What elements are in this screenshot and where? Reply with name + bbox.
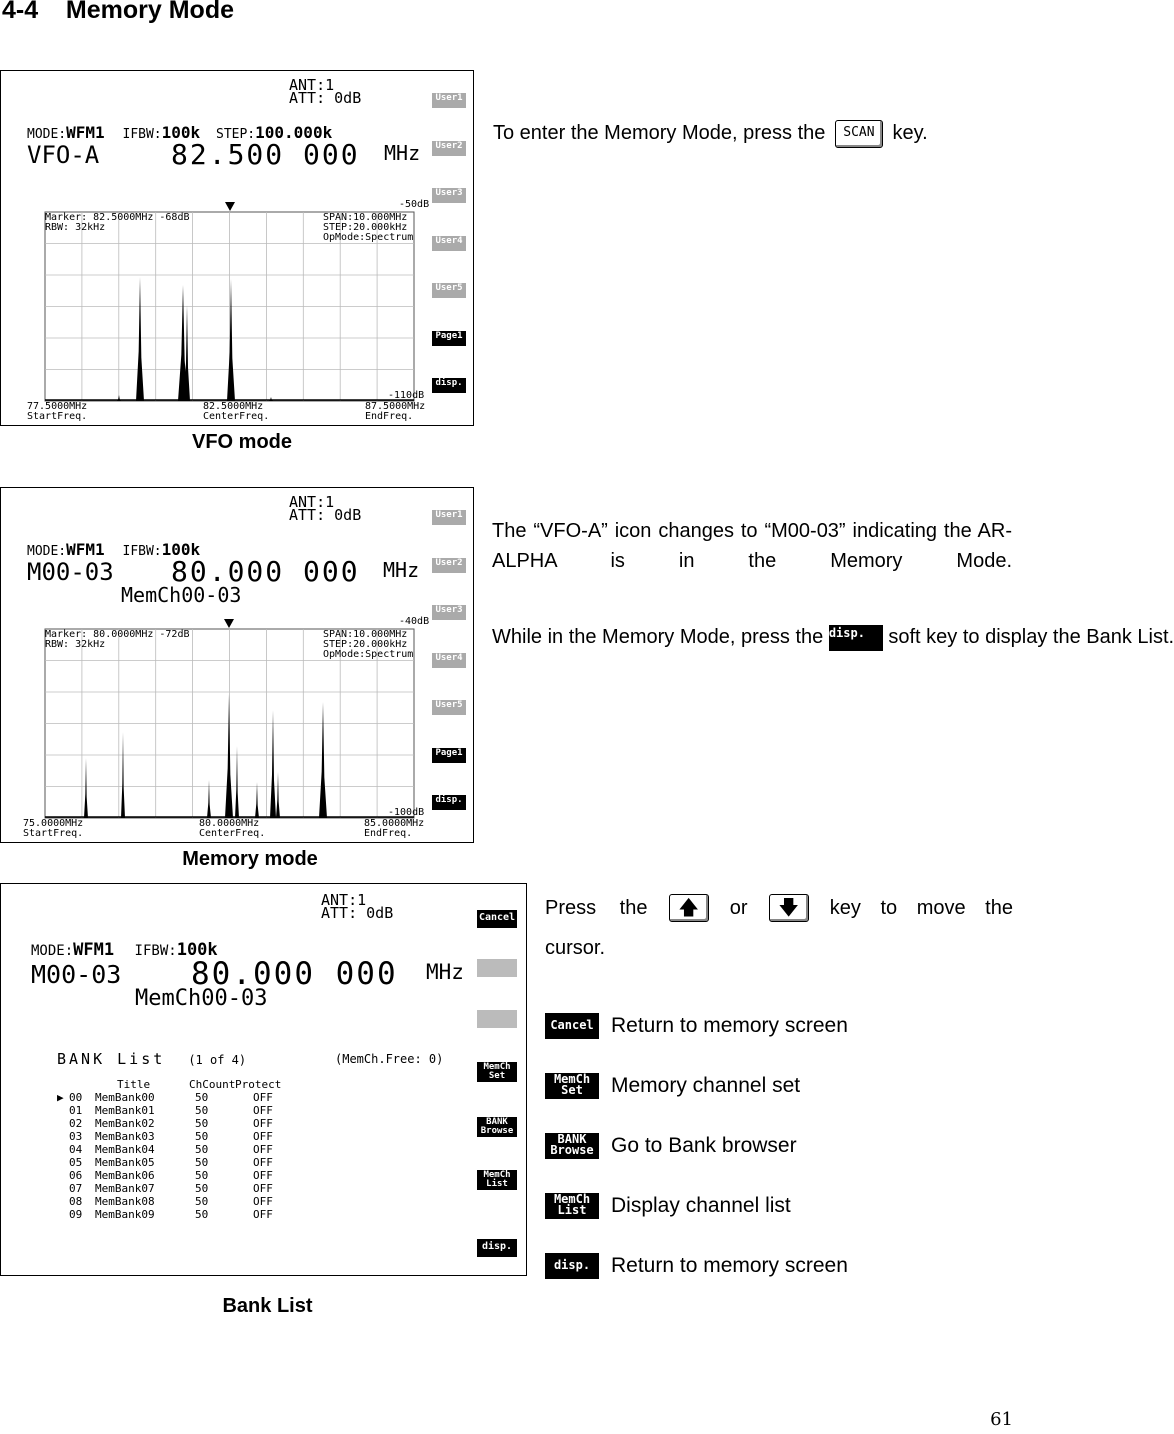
enter-memory-paragraph <box>493 118 1013 148</box>
bottom-db-label: -100dB <box>388 807 425 818</box>
legend-description: Memory channel set <box>611 1074 801 1097</box>
memory-mode-screenshot <box>0 487 474 843</box>
softkey-user4[interactable]: User4 <box>432 236 466 251</box>
legend-item <box>545 1056 1013 1116</box>
bank-row[interactable] <box>57 1091 293 1104</box>
antenna-readout: ANT:1 <box>321 891 367 909</box>
softkey-disp[interactable]: disp. <box>432 795 466 810</box>
bank-number: 01 <box>69 1104 83 1117</box>
bank-chcount: 50 <box>195 1208 209 1221</box>
ifbw-value: 100k <box>161 123 201 142</box>
bank-number: 04 <box>69 1143 83 1156</box>
bank-number: 00 <box>69 1091 83 1104</box>
softkey-disp[interactable]: disp. <box>477 1239 517 1257</box>
bank-title: MemBank08 <box>95 1195 155 1208</box>
attenuator-readout: ATT: 0dB <box>289 506 362 524</box>
bank-title: MemBank05 <box>95 1156 155 1169</box>
disp-text: While in the Memory Mode, press the <box>492 626 824 648</box>
spectrum-peak <box>136 277 144 401</box>
attenuator-readout: ATT: 0dB <box>289 89 362 107</box>
legend-description: Return to memory screen <box>611 1254 848 1277</box>
softkey-user3[interactable]: User3 <box>432 188 466 203</box>
cursor-icon <box>57 1156 69 1169</box>
spectrum-peak <box>121 732 125 818</box>
softkey-user1[interactable]: User1 <box>432 93 466 108</box>
softkey-user1[interactable]: User1 <box>432 510 466 525</box>
bank-chcount: 50 <box>195 1104 209 1117</box>
legend-description: Go to Bank browser <box>611 1134 797 1157</box>
legend-description: Return to memory screen <box>611 1014 848 1037</box>
spectrum-peak <box>319 702 327 818</box>
center-freq-label: CenterFreq. <box>203 411 270 422</box>
channel-name: VFO-A <box>27 141 100 169</box>
start-freq-label: StartFreq. <box>23 828 84 839</box>
bank-row[interactable] <box>57 1169 293 1182</box>
vfo-mode-screenshot <box>0 70 474 426</box>
legend-softkey[interactable]: BANK Browse <box>545 1133 599 1159</box>
memory-channel-name: MemCh00-03 <box>121 583 242 607</box>
bank-table-header <box>57 1078 293 1091</box>
col-title: Title <box>117 1078 151 1091</box>
bank-number: 06 <box>69 1169 83 1182</box>
bank-protect: OFF <box>253 1091 273 1104</box>
legend-item <box>545 996 1013 1056</box>
softkey-user2[interactable]: User2 <box>432 141 466 156</box>
memory-channel-name: MemCh00-03 <box>135 986 268 1011</box>
opmode-readout: OpMode:Spectrum <box>323 649 414 660</box>
bank-chcount: 50 <box>195 1156 209 1169</box>
bank-softkeys <box>477 908 517 1257</box>
bank-row[interactable] <box>57 1117 293 1130</box>
bank-protect: OFF <box>253 1104 273 1117</box>
softkey-legend <box>545 996 1013 1296</box>
frequency-readout: 80.000 000 <box>191 956 398 992</box>
bank-protect: OFF <box>253 1143 273 1156</box>
softkey-user3[interactable]: User3 <box>432 605 466 620</box>
down-arrow-key[interactable]: 🡇 <box>769 894 809 922</box>
channel-name: M00-03 <box>31 960 122 989</box>
legend-softkey[interactable]: MemCh Set <box>545 1073 599 1099</box>
span-readout: SPAN:10.000MHz <box>323 212 408 223</box>
bank-protect: OFF <box>253 1117 273 1130</box>
bank-chcount: 50 <box>195 1117 209 1130</box>
ifbw-label: IFBW: <box>122 127 162 142</box>
cursor-icon <box>57 1143 69 1156</box>
bank-chcount: 50 <box>195 1130 209 1143</box>
disp-text-end: soft key to display the Bank List. <box>888 626 1174 648</box>
legend-softkey[interactable]: disp. <box>545 1253 599 1279</box>
cursor-icon <box>57 1169 69 1182</box>
frequency-unit: MHz <box>426 960 464 984</box>
softkey-cancel[interactable]: Cancel <box>477 910 517 928</box>
cursor-icon <box>57 1104 69 1117</box>
bank-number: 03 <box>69 1130 83 1143</box>
frequency-readout: 80.000 000 <box>171 555 360 588</box>
bank-number: 07 <box>69 1182 83 1195</box>
vfo-changes-paragraph: The “VFO-A” icon changes to “M00-03” indicating the AR-ALPHA is in the Memory Mode. <box>492 520 1012 572</box>
ifbw-value: 100k <box>176 940 218 960</box>
bank-title: MemBank04 <box>95 1143 155 1156</box>
softkey-page1[interactable]: Page1 <box>432 331 466 346</box>
bank-title: MemBank09 <box>95 1208 155 1221</box>
legend-item <box>545 1116 1013 1176</box>
start-freq-value: 77.5000MHz <box>27 401 88 412</box>
step-label: STEP: <box>216 127 256 142</box>
spectrum-peak <box>270 710 276 818</box>
step-value: 100.000k <box>255 123 333 142</box>
top-db-label: -40dB <box>399 616 430 627</box>
bank-list-page: (1 of 4) <box>188 1053 247 1067</box>
marker-readout: Marker: 82.5000MHz -68dB <box>45 212 190 223</box>
end-freq-value: 85.0000MHz <box>364 818 425 829</box>
bank-chcount: 50 <box>195 1182 209 1195</box>
frequency-readout: 82.500 000 <box>171 138 360 171</box>
softkey-user5[interactable]: User5 <box>432 700 466 715</box>
bottom-db-label: -110dB <box>388 390 425 401</box>
softkey-blank-2[interactable] <box>477 1010 517 1028</box>
move-cursor-text: key to move the <box>829 897 1013 919</box>
mode-value: WFM1 <box>66 540 105 559</box>
ifbw-label: IFBW: <box>122 544 162 559</box>
bank-number: 05 <box>69 1156 83 1169</box>
mode-value: WFM1 <box>73 940 115 960</box>
softkey-blank-1[interactable] <box>477 959 517 977</box>
opmode-readout: OpMode:Spectrum <box>323 232 414 243</box>
softkey-disp[interactable]: disp. <box>432 378 466 393</box>
bank-protect: OFF <box>253 1182 273 1195</box>
spectrum-peak <box>84 758 88 818</box>
end-freq-label: EndFreq. <box>364 828 413 839</box>
antenna-readout: ANT:1 <box>289 493 335 511</box>
start-freq-label: StartFreq. <box>27 411 88 422</box>
col-chcount: ChCount <box>189 1078 236 1091</box>
spectrum-peak <box>255 782 259 818</box>
bank-list-free: (MemCh.Free: 0) <box>335 1052 444 1066</box>
frequency-unit: MHz <box>383 558 420 582</box>
bank-row[interactable] <box>57 1182 293 1195</box>
step-freq-readout: STEP:20.000kHz <box>323 639 408 650</box>
softkey-page1[interactable]: Page1 <box>432 748 466 763</box>
step-freq-readout: STEP:20.000kHz <box>323 222 408 233</box>
spectrum-peak <box>235 746 239 818</box>
spectrum-peak <box>225 694 233 818</box>
bank-row[interactable] <box>57 1130 293 1143</box>
bank-list-title: BANK List <box>57 1050 166 1068</box>
cursor-paragraph <box>545 888 1013 968</box>
top-db-label: -50dB <box>399 199 430 210</box>
spectrum-peak <box>184 305 190 401</box>
bank-protect: OFF <box>253 1208 273 1221</box>
softkey-user5[interactable]: User5 <box>432 283 466 298</box>
section-heading: 4-4 Memory Mode <box>2 0 234 24</box>
attenuator-readout: ATT: 0dB <box>321 904 394 922</box>
ifbw-value: 100k <box>161 540 201 559</box>
bank-row[interactable] <box>57 1143 293 1156</box>
marker-readout: Marker: 80.0000MHz -72dB <box>45 629 190 640</box>
bank-protect: OFF <box>253 1130 273 1143</box>
scan-key[interactable]: SCAN <box>835 120 883 148</box>
rbw-readout: RBW: 32kHz <box>45 222 106 233</box>
frequency-unit: MHz <box>384 141 421 165</box>
bank-protect: OFF <box>253 1195 273 1208</box>
bank-protect: OFF <box>253 1156 273 1169</box>
bank-title: MemBank01 <box>95 1104 155 1117</box>
mode-label: MODE: <box>31 943 74 959</box>
softkey-user4[interactable]: User4 <box>432 653 466 668</box>
softkey-memch-list[interactable]: MemCh List <box>477 1170 517 1190</box>
legend-item <box>545 1176 1013 1236</box>
spectrum-peak <box>227 279 235 401</box>
bank-row[interactable] <box>57 1104 293 1117</box>
center-freq-value: 80.0000MHz <box>199 818 260 829</box>
cursor-icon <box>57 1130 69 1143</box>
bank-number: 09 <box>69 1208 83 1221</box>
bank-number: 02 <box>69 1117 83 1130</box>
mode-label: MODE: <box>27 127 67 142</box>
cursor-icon <box>57 1182 69 1195</box>
legend-softkey[interactable]: Cancel <box>545 1013 599 1039</box>
ifbw-label: IFBW: <box>134 943 177 959</box>
bank-title: MemBank06 <box>95 1169 155 1182</box>
press-text: Press the <box>545 897 648 919</box>
bank-protect: OFF <box>253 1169 273 1182</box>
bank-title: MemBank02 <box>95 1117 155 1130</box>
bank-row[interactable] <box>57 1208 293 1221</box>
bank-row[interactable] <box>57 1156 293 1169</box>
bank-title: MemBank07 <box>95 1182 155 1195</box>
mode-value: WFM1 <box>66 123 105 142</box>
span-readout: SPAN:10.000MHz <box>323 629 408 640</box>
bank-title: MemBank03 <box>95 1130 155 1143</box>
channel-name: M00-03 <box>27 558 114 586</box>
memory-mode-caption: Memory mode <box>182 848 318 870</box>
bank-chcount: 50 <box>195 1195 209 1208</box>
cursor-icon <box>57 1208 69 1221</box>
cursor-icon: ▶ <box>57 1091 64 1104</box>
enter-memory-text-end: key. <box>892 122 928 144</box>
spectrum-peak <box>276 772 280 818</box>
antenna-readout: ANT:1 <box>289 76 335 94</box>
softkey-user2[interactable]: User2 <box>432 558 466 573</box>
vfo-mode-caption: VFO mode <box>191 431 292 453</box>
softkey-memch-set[interactable]: MemCh Set <box>477 1062 517 1082</box>
bank-title: MemBank00 <box>95 1091 155 1104</box>
marker-triangle-icon <box>224 619 234 628</box>
bank-number: 08 <box>69 1195 83 1208</box>
mode-label: MODE: <box>27 544 67 559</box>
end-freq-value: 87.5000MHz <box>365 401 426 412</box>
bank-chcount: 50 <box>195 1143 209 1156</box>
col-protect: Protect <box>235 1078 282 1091</box>
end-freq-label: EndFreq. <box>365 411 414 422</box>
cursor-icon <box>57 1195 69 1208</box>
start-freq-value: 75.0000MHz <box>23 818 84 829</box>
bank-table <box>57 1078 293 1221</box>
bank-chcount: 50 <box>195 1091 209 1104</box>
spectrum-peak <box>207 780 211 818</box>
bank-list-screenshot <box>0 883 527 1276</box>
disp-softkey[interactable]: disp. <box>829 625 883 651</box>
page-number: 61 <box>990 1409 1013 1430</box>
or-text: or <box>729 897 748 919</box>
up-arrow-key[interactable]: 🡅 <box>669 894 709 922</box>
enter-memory-text: To enter the Memory Mode, press the <box>493 122 826 144</box>
legend-description: Display channel list <box>611 1194 791 1217</box>
disp-paragraph <box>492 618 1174 656</box>
cursor-icon <box>57 1117 69 1130</box>
marker-triangle-icon <box>225 202 235 211</box>
move-cursor-text-end: cursor. <box>545 937 606 959</box>
center-freq-value: 82.5000MHz <box>203 401 264 412</box>
legend-softkey[interactable]: MemCh List <box>545 1193 599 1219</box>
bank-list-caption: Bank List <box>222 1295 313 1317</box>
bank-row[interactable] <box>57 1195 293 1208</box>
legend-item <box>545 1236 1013 1296</box>
softkey-bank-browse[interactable]: BANK Browse <box>477 1117 517 1137</box>
center-freq-label: CenterFreq. <box>199 828 266 839</box>
rbw-readout: RBW: 32kHz <box>45 639 106 650</box>
bank-chcount: 50 <box>195 1169 209 1182</box>
